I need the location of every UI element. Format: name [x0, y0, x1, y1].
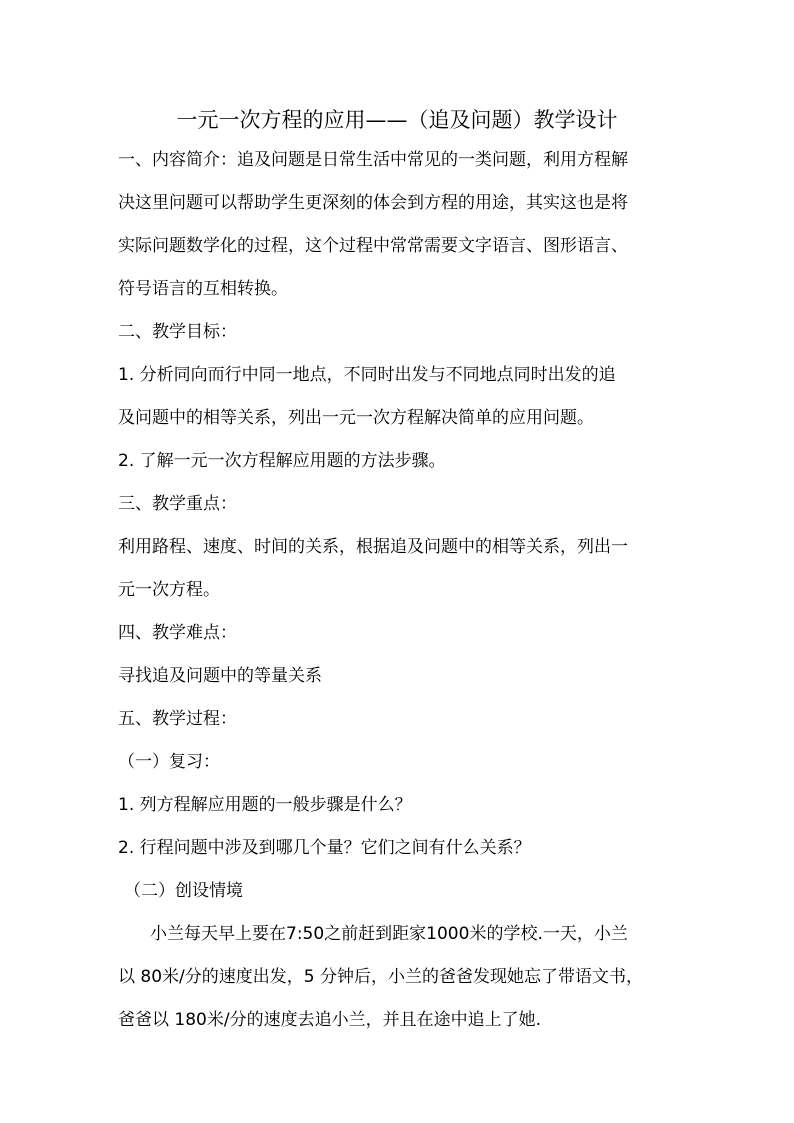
- key-point-line-2: 元一次方程。: [118, 580, 220, 600]
- intro-line-2: 决这里问题可以帮助学生更深刻的体会到方程的用途，其实这也是将: [118, 193, 628, 213]
- section-heading-key-points: 三、教学重点：: [118, 494, 237, 514]
- intro-line-4: 符号语言的互相转换。: [118, 279, 288, 299]
- section-heading-process: 五、教学过程：: [118, 709, 237, 729]
- intro-line-1: 一、内容简介：追及问题是日常生活中常见的一类问题，利用方程解: [118, 150, 628, 170]
- intro-line-3: 实际问题数学化的过程，这个过程中常常需要文字语言、图形语言、: [118, 236, 628, 256]
- section-heading-difficulties: 四、教学难点：: [118, 623, 237, 643]
- objective-line-1: 1. 分析同向而行中同一地点，不同时出发与不同地点同时出发的追: [118, 365, 616, 385]
- objective-line-3: 2. 了解一元一次方程解应用题的方法步骤。: [118, 451, 446, 471]
- key-point-line-1: 利用路程、速度、时间的关系，根据追及问题中的相等关系，列出一: [118, 537, 628, 557]
- subsection-review: （一）复习：: [118, 752, 220, 772]
- review-question-2: 2. 行程问题中涉及到哪几个量？它们之间有什么关系？: [118, 838, 531, 858]
- document-title: 一元一次方程的应用——（追及问题）教学设计: [176, 108, 618, 132]
- difficulty-line: 寻找追及问题中的等量关系: [118, 666, 322, 686]
- section-heading-objectives: 二、教学目标：: [118, 322, 237, 342]
- review-question-1: 1. 列方程解应用题的一般步骤是什么？: [118, 795, 412, 815]
- scenario-line-3: 爸爸以 180米/分的速度去追小兰，并且在途中追上了她.: [118, 1010, 541, 1030]
- subsection-scenario: （二）创设情境: [124, 881, 243, 901]
- scenario-line-2: 以 80米/分的速度出发，5 分钟后，小兰的爸爸发现她忘了带语文书，: [118, 967, 643, 987]
- objective-line-2: 及问题中的相等关系，列出一元一次方程解决简单的应用问题。: [118, 408, 594, 428]
- scenario-line-1: 小兰每天早上要在7:50之前赶到距家1000米的学校.一天，小兰: [150, 924, 628, 944]
